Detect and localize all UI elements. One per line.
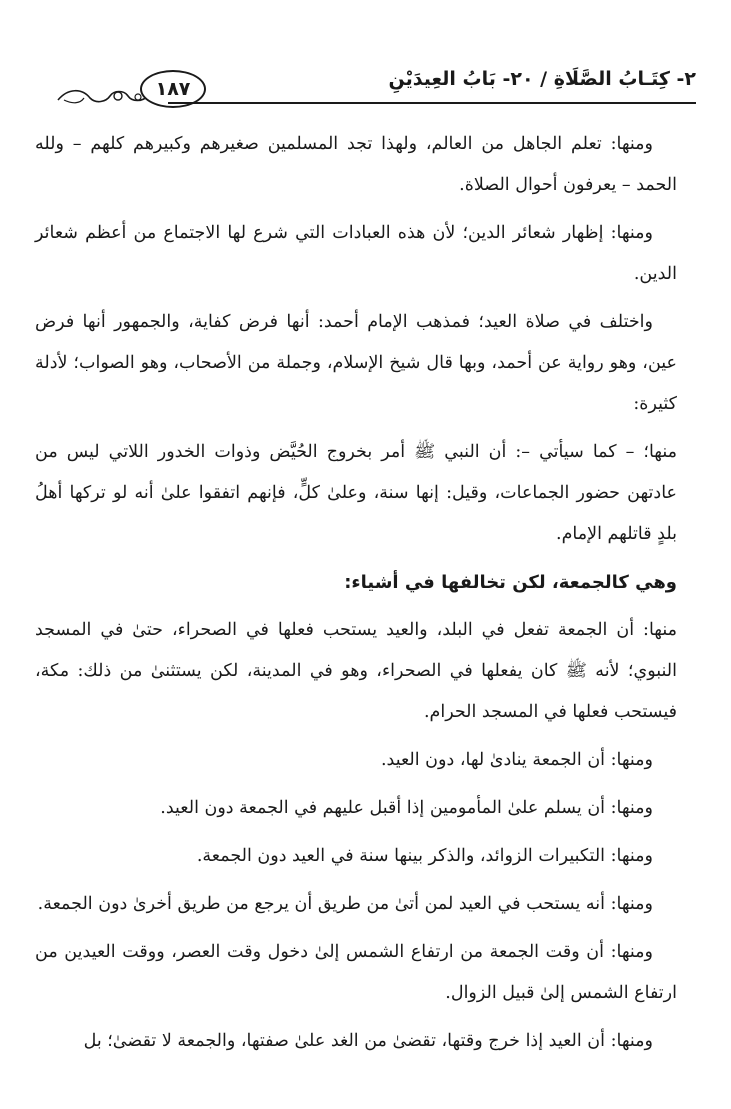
section-heading: وهي كالجمعة، لكن تخالفها في أشياء:	[344, 572, 677, 593]
paragraph: منها؛ – كما سيأتي –: أن النبي ﷺ أمر بخروج الحُيَّض وذوات الخدور اللاتي ليس من عادتهن حضور الجماعات، وقيل: إنها سنة، وعلىٰ كلٍّ، فإنهم اتفقوا علىٰ أنه لو تركها أهلُ بلدٍ قاتلهم الإمام.	[35, 442, 677, 544]
paragraph: ومنها: أنه يستحب في العيد لمن أتىٰ من طريق أن يرجع من طريق أخرىٰ دون الجمعة.	[37, 894, 653, 914]
page-number: ١٨٧	[140, 70, 206, 108]
paragraph: ومنها: تعلم الجاهل من العالم، ولهذا تجد المسلمين صغيرهم وكبيرهم كلهم – ولله الحمد – يعرفون أحوال الصلاة.	[35, 134, 677, 195]
paragraph: ومنها: إظهار شعائر الدين؛ لأن هذه العبادات التي شرع لها الاجتماع من أعظم شعائر الدين.	[35, 223, 677, 284]
chapter-title: ٢- كِتَـابُ الصَّلَاةِ / ٢٠- بَابُ العِيدَيْنِ	[388, 68, 696, 90]
paragraph: منها: أن الجمعة تفعل في البلد، والعيد يستحب فعلها في الصحراء، حتىٰ في المسجد النبوي؛ لأنه ﷺ كان يفعلها في الصحراء، وهو في المدينة، لكن يستثنىٰ من ذلك: مكة، فيستحب فعلها في المسجد الحرام.	[35, 620, 677, 722]
page-body	[35, 124, 677, 1069]
header-rule	[168, 102, 696, 104]
page-header	[54, 58, 696, 110]
paragraph: ومنها: التكبيرات الزوائد، والذكر بينها سنة في العيد دون الجمعة.	[196, 846, 653, 866]
paragraph: ومنها: أن العيد إذا خرج وقتها، تقضىٰ من الغد علىٰ صفتها، والجمعة لا تقضىٰ؛ بل	[83, 1031, 653, 1051]
paragraph: ومنها: أن يسلم علىٰ المأمومين إذا أقبل عليهم في الجمعة دون العيد.	[160, 798, 653, 818]
paragraph: ومنها: أن وقت الجمعة من ارتفاع الشمس إلىٰ دخول وقت العصر، ووقت العيدين من ارتفاع الشمس إلىٰ قبيل الزوال.	[35, 942, 677, 1003]
paragraph: واختلف في صلاة العيد؛ فمذهب الإمام أحمد: أنها فرض كفاية، والجمهور أنها فرض عين، وهو رواية عن أحمد، وبها قال شيخ الإسلام، وجملة من الأصحاب، وهو الصواب؛ لأدلة كثيرة:	[35, 312, 677, 414]
paragraph: ومنها: أن الجمعة ينادىٰ لها، دون العيد.	[380, 750, 653, 770]
